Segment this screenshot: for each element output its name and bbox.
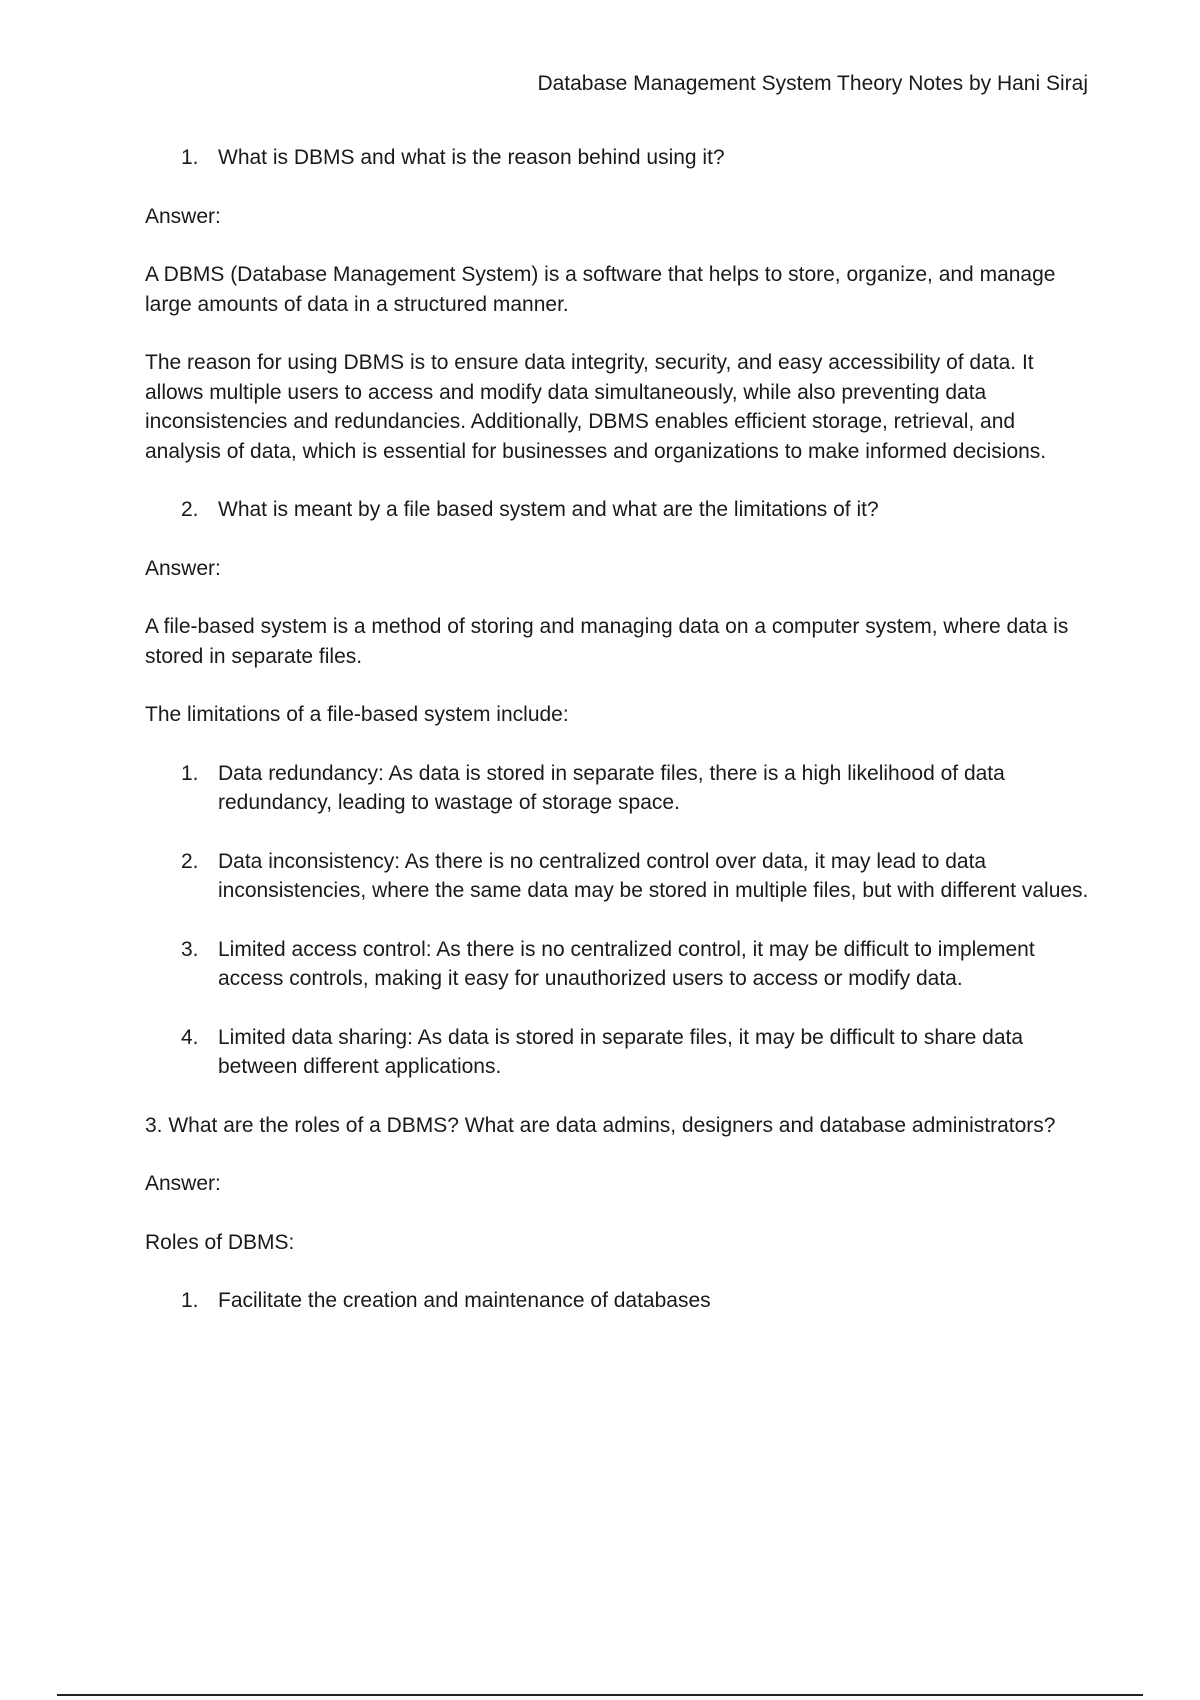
document-body (145, 143, 1090, 1345)
limitation-item (145, 759, 1090, 818)
answer-label: Answer: (145, 556, 221, 580)
roles-heading: Roles of DBMS: (145, 1230, 295, 1254)
list-text: Data redundancy: As data is stored in separate files, there is a high likelihood of data redundancy, leading to wastage of storage space. (218, 761, 1005, 814)
answer-label: Answer: (145, 1172, 221, 1195)
footer-divider (57, 1694, 1143, 1696)
question-text: What is DBMS and what is the reason behind using it? (218, 146, 725, 169)
question-number: 1. (181, 146, 199, 169)
question-2 (145, 495, 1090, 525)
list-number: 2. (181, 849, 199, 873)
answer-paragraph: The limitations of a file-based system include: (145, 703, 569, 726)
list-text: Limited data sharing: As data is stored in separate files, it may be difficult to share data between different applications. (218, 1025, 1024, 1078)
list-number: 4. (181, 1025, 199, 1049)
list-text: Limited access control: As there is no centralized control, it may be difficult to implement access controls, making it easy for unauthorized users to access or modify data. (218, 937, 1035, 990)
answer-paragraph: A DBMS (Database Management System) is a software that helps to store, organize, and manage large amounts of data in a structured manner. (145, 263, 1056, 316)
list-number: 3. (181, 937, 199, 961)
answer-paragraph: The reason for using DBMS is to ensure data integrity, security, and easy accessibility of data. It allows multiple users to access and modify data simultaneously, while also preventing data inconsistencies and redundancies. Additionally, DBMS enables efficient storage, retrieval, and analysis of data, which is essential for businesses and organizations to make informed decisions. (145, 351, 1047, 463)
list-number: 1. (181, 761, 199, 785)
list-text: Data inconsistency: As there is no centralized control over data, it may lead to data inconsistencies, where the same data may be stored in multiple files, but with different values. (218, 849, 1089, 902)
limitation-item (145, 935, 1090, 994)
question-number: 2. (181, 498, 199, 521)
question-3: 3. What are the roles of a DBMS? What are data admins, designers and database administrators? (145, 1113, 1056, 1137)
limitation-item (145, 847, 1090, 906)
answer-label: Answer: (145, 204, 221, 228)
list-number: 1. (181, 1289, 199, 1312)
limitation-item (145, 1023, 1090, 1082)
question-1 (145, 143, 1090, 173)
role-item (145, 1286, 1090, 1316)
list-text: Facilitate the creation and maintenance of databases (218, 1289, 711, 1312)
answer-paragraph: A file-based system is a method of storing and managing data on a computer system, where data is stored in separate files. (145, 615, 1069, 668)
page-header: Database Management System Theory Notes by Hani Siraj (537, 72, 1088, 95)
question-text: What is meant by a file based system and what are the limitations of it? (218, 498, 879, 521)
